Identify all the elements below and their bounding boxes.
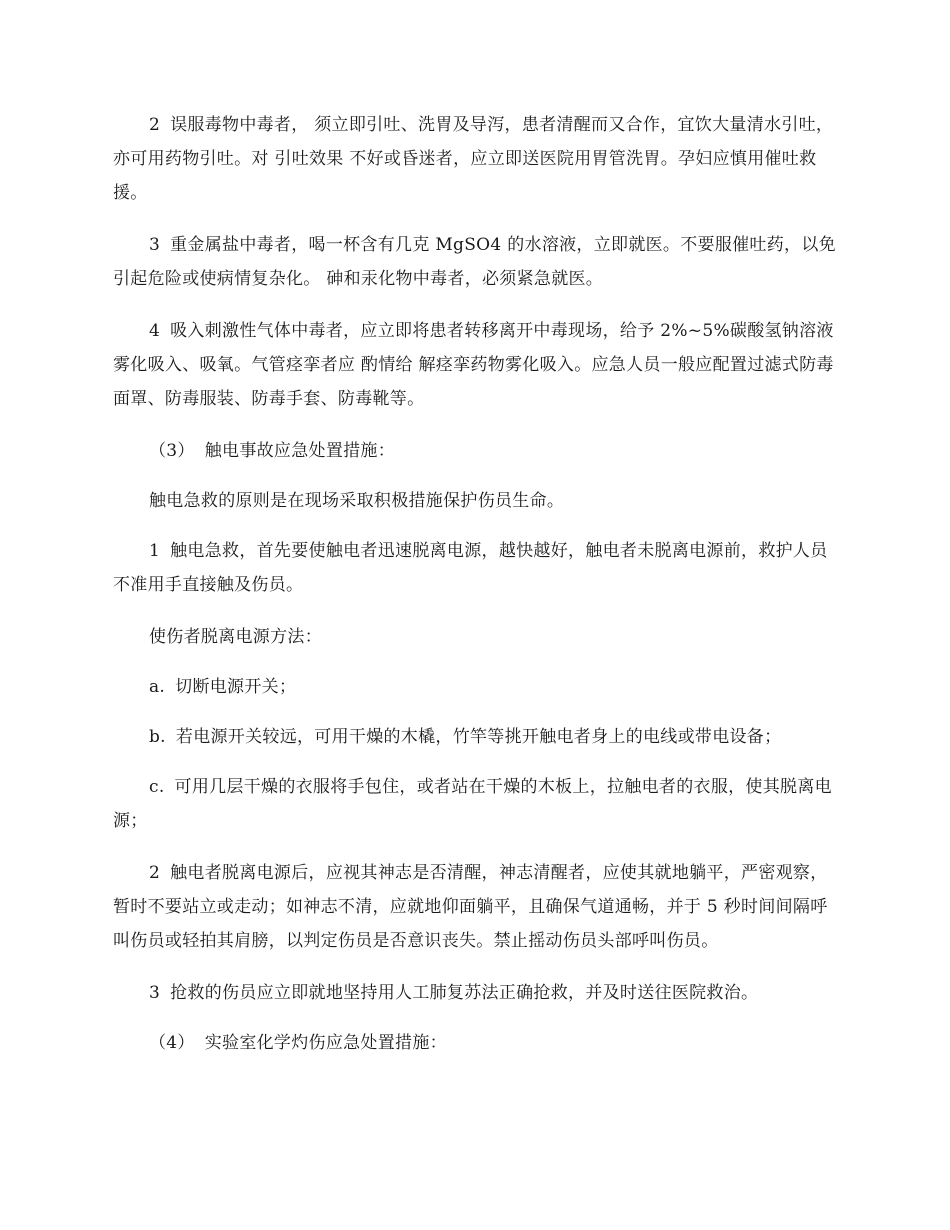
paragraph-heavy-metal-poisoning (113, 228, 841, 296)
paragraph-text: 重金属盐中毒者，喝一杯含有几克 MgSO4 的水溶液，立即就医。不要服催吐药，以免引起危险或使病情复杂化。 砷和汞化物中毒者，必须紧急就医。 (113, 235, 836, 289)
list-marker: c. (149, 777, 165, 797)
section-heading-chemical-burn (113, 1026, 841, 1060)
paragraph-number: 4 (149, 321, 161, 341)
paragraph-number: 2 (149, 115, 161, 135)
paragraph-number: 3 (149, 235, 161, 255)
paragraph-text: 吸入刺激性气体中毒者，应立即将患者转移离开中毒现场，给予 2%~5%碳酸氢钠溶液雾化吸入、吸氧。气管痉挛者应 酌情给 解痉挛药物雾化吸入。应急人员一般应配置过滤式防毒面罩、防毒服装、防毒手套、防毒靴等。 (113, 321, 834, 409)
list-item-b (113, 720, 841, 754)
section-title: 触电事故应急处置措施： (204, 441, 396, 461)
paragraph-text: 触电急救，首先要使触电者迅速脱离电源，越快越好，触电者未脱离电源前，救护人员不准用手直接触及伤员。 (113, 541, 828, 595)
section-number: （4） (149, 1033, 195, 1053)
paragraph-shock-step-2 (113, 856, 841, 958)
paragraph-text: 使伤者脱离电源方法： (149, 627, 322, 647)
paragraph-shock-step-1 (113, 534, 841, 602)
section-title: 实验室化学灼伤应急处置措施： (204, 1033, 447, 1053)
list-marker: a. (149, 677, 166, 697)
paragraph-text: 触电者脱离电源后，应视其神志是否清醒，神志清醒者，应使其就地躺平，严密观察，暂时不要站立或走动；如神志不清，应就地仰面躺平，且确保气道通畅，并于 5 秒时间间隔呼叫伤员或轻拍其肩膀，以判定伤员是否意识丧失。禁止摇动伤员头部呼叫伤员。 (113, 863, 828, 951)
paragraph-text: 误服毒物中毒者， 须立即引吐、洗胃及导泻，患者清醒而又合作，宜饮大量清水引吐，亦可用药物引吐。对 引吐效果 不好或昏迷者，应立即送医院用胃管洗胃。孕妇应慎用催吐救援。 (113, 115, 834, 203)
paragraph-method-intro (113, 620, 841, 654)
paragraph-text: 抢救的伤员应立即就地坚持用人工肺复苏法正确抢救，并及时送往医院救治。 (170, 983, 759, 1003)
paragraph-shock-step-3 (113, 976, 841, 1010)
list-item-c (113, 770, 841, 838)
paragraph-gas-poisoning (113, 314, 841, 416)
list-item-text: 若电源开关较远，可用干燥的木橇，竹竿等挑开触电者身上的电线或带电设备； (175, 727, 782, 747)
paragraph-number: 1 (149, 541, 161, 561)
paragraph-text: 触电急救的原则是在现场采取积极措施保护伤员生命。 (149, 491, 565, 511)
list-item-text: 切断电源开关； (175, 677, 297, 697)
paragraph-ingestion-poisoning (113, 108, 841, 210)
paragraph-shock-principle (113, 484, 841, 518)
list-marker: b. (149, 727, 166, 747)
list-item-a (113, 670, 841, 704)
list-item-text: 可用几层干燥的衣服将手包住，或者站在干燥的木板上，拉触电者的衣服，使其脱离电源； (113, 777, 832, 831)
document-body (113, 108, 841, 1078)
section-heading-electric-shock (113, 434, 841, 468)
paragraph-number: 3 (149, 983, 161, 1003)
paragraph-number: 2 (149, 863, 161, 883)
section-number: （3） (149, 441, 195, 461)
